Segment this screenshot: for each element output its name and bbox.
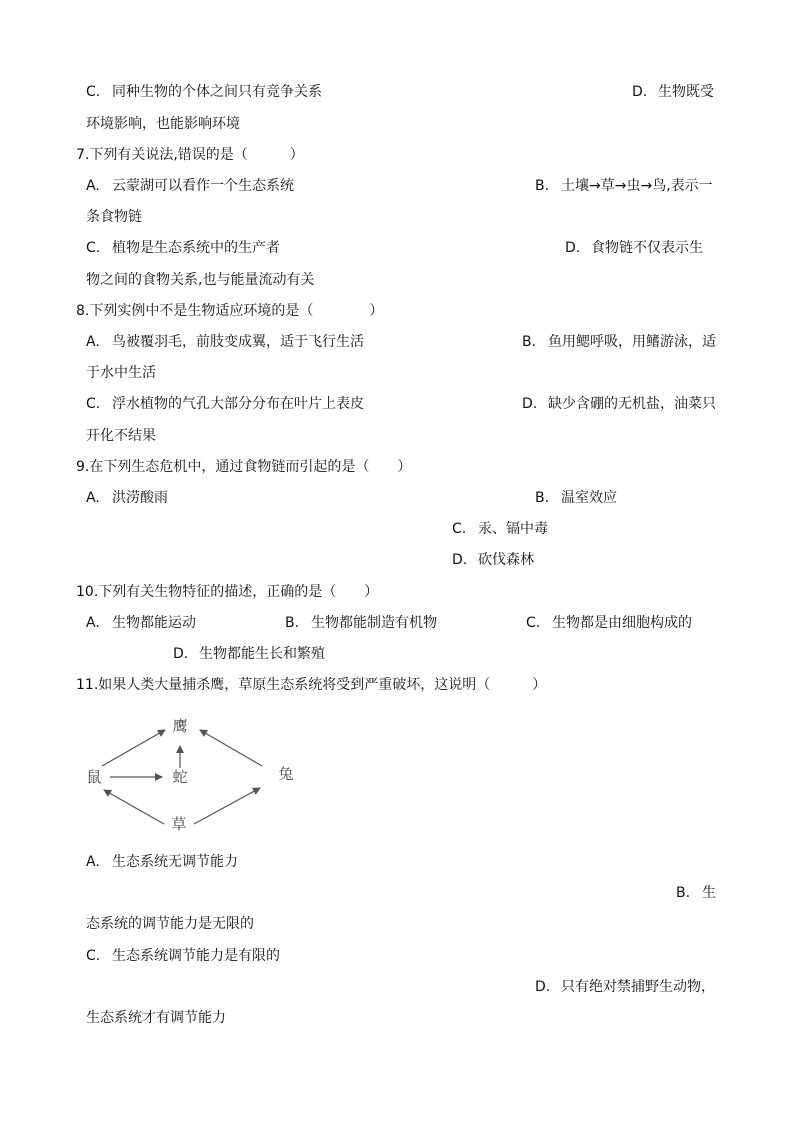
arrow-rabbit-to-hawk (200, 730, 262, 766)
q9-option-d[interactable]: D. 砍伐森林 (452, 552, 534, 568)
q11-option-d-continued: 生态系统才有调节能力 (86, 1010, 226, 1026)
q8-option-c[interactable]: C. 浮水植物的气孔大部分分布在叶片上表皮 (86, 396, 364, 412)
node-grass: 草 (171, 815, 187, 833)
q6-option-c[interactable]: C. 同种生物的个体之间只有竞争关系 (86, 84, 322, 100)
q8-option-d-continued: 开化不结果 (86, 428, 156, 444)
q9-option-a[interactable]: A. 洪涝酸雨 (86, 490, 168, 506)
q8-option-a[interactable]: A. 鸟被覆羽毛，前肢变成翼，适于飞行生活 (86, 334, 364, 350)
node-mouse: 鼠 (86, 768, 102, 786)
question-10: 10.下列有关生物特征的描述，正确的是（ ） (76, 584, 379, 600)
q6-option-d-continued: 环境影响，也能影响环境 (86, 116, 240, 132)
node-hawk: 鹰 (172, 717, 188, 735)
question-11: 11.如果人类大量捕杀鹰，草原生态系统将受到严重破坏，这说明（ ） (76, 677, 547, 693)
question-8: 8.下列实例中不是生物适应环境的是（ ） (76, 303, 384, 319)
q11-option-d[interactable]: D. 只有绝对禁捕野生动物， (535, 979, 715, 995)
q7-option-b[interactable]: B. 土壤→草→虫→鸟,表示一 (535, 178, 713, 194)
q7-option-c[interactable]: C. 植物是生态系统中的生产者 (86, 240, 280, 256)
arrow-grass-to-rabbit (194, 788, 260, 824)
q11-option-b[interactable]: B. 生 (676, 885, 716, 901)
q9-option-c[interactable]: C. 汞、镉中毒 (452, 521, 548, 537)
q6-option-d[interactable]: D. 生物既受 (632, 84, 714, 100)
q8-option-d[interactable]: D. 缺少含硼的无机盐，油菜只 (522, 396, 716, 412)
q10-option-a[interactable]: A. 生物都能运动 (86, 615, 196, 631)
q8-option-b[interactable]: B. 鱼用鳃呼吸，用鳍游泳，适 (522, 334, 716, 350)
node-snake: 蛇 (172, 768, 188, 786)
food-web-diagram (80, 708, 310, 838)
q8-option-b-continued: 于水中生活 (86, 365, 156, 381)
question-9: 9.在下列生态危机中，通过食物链而引起的是（ ） (76, 459, 412, 475)
q7-option-b-continued: 条食物链 (86, 209, 142, 225)
question-7: 7.下列有关说法,错误的是（ ） (76, 147, 304, 163)
q9-option-b[interactable]: B. 温室效应 (535, 490, 617, 506)
q11-option-a[interactable]: A. 生态系统无调节能力 (86, 854, 238, 870)
q10-option-c[interactable]: C. 生物都是由细胞构成的 (526, 615, 692, 631)
q7-option-d-continued: 物之间的食物关系,也与能量流动有关 (86, 272, 315, 288)
q11-option-b-continued: 态系统的调节能力是无限的 (86, 916, 254, 932)
node-rabbit: 兔 (278, 765, 294, 783)
q10-option-d[interactable]: D. 生物都能生长和繁殖 (173, 646, 325, 662)
q11-option-c[interactable]: C. 生态系统调节能力是有限的 (86, 948, 280, 964)
q7-option-d[interactable]: D. 食物链不仅表示生 (565, 240, 703, 256)
arrow-mouse-to-hawk (102, 730, 165, 766)
q7-option-a[interactable]: A. 云蒙湖可以看作一个生态系统 (86, 178, 294, 194)
q10-option-b[interactable]: B. 生物都能制造有机物 (285, 615, 437, 631)
arrow-grass-to-mouse (104, 790, 164, 824)
